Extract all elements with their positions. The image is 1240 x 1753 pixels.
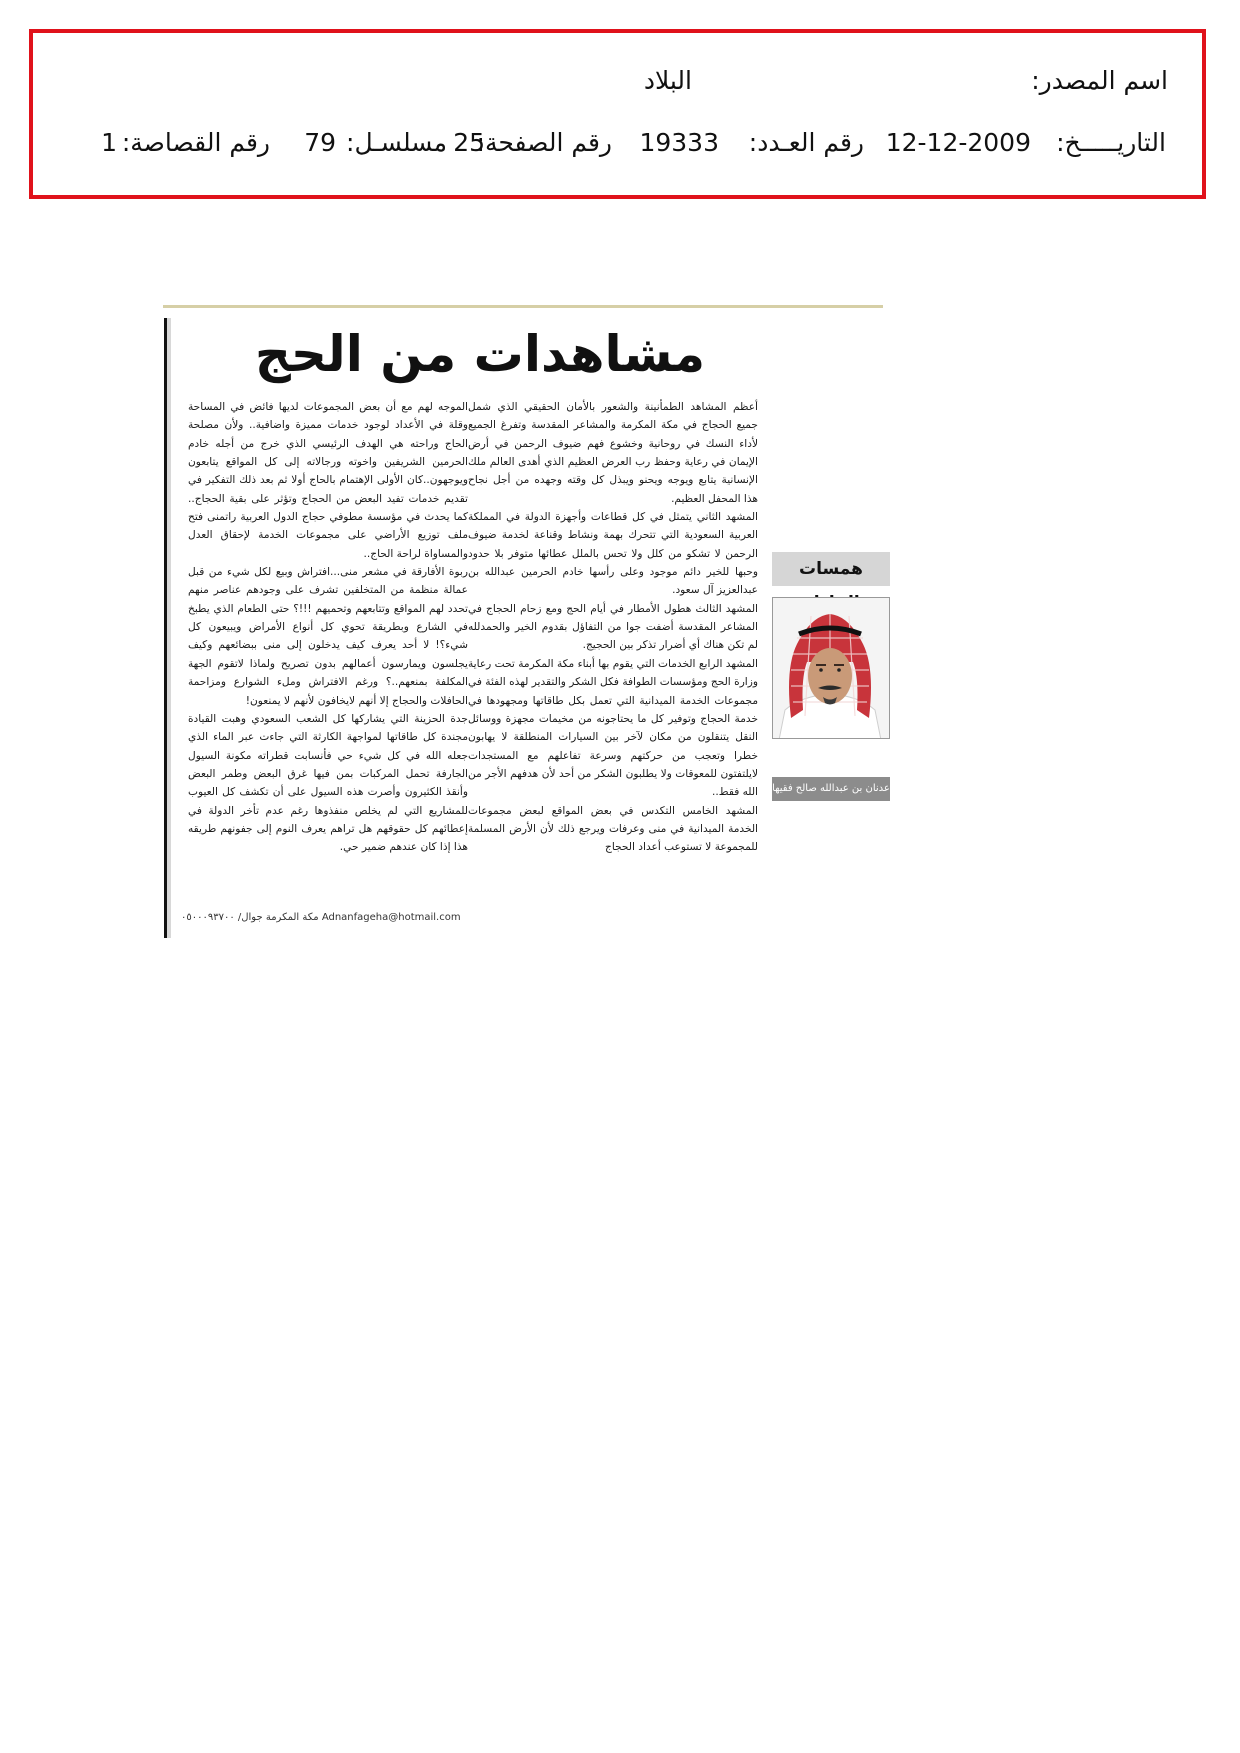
newspaper-clipping bbox=[155, 300, 890, 940]
source-row bbox=[33, 61, 1202, 101]
article-column-2 bbox=[188, 398, 468, 857]
clip-value: 1 bbox=[101, 128, 117, 157]
issue-value: 19333 bbox=[639, 128, 719, 157]
issue-label: رقم العـدد: bbox=[748, 128, 864, 157]
paragraph: الموجه لهم مع أن بعض المجموعات لديها فائض في المساحة وقلة في الأعداد لوجود خدمات مميزة واضافية.. ولأن مصلحة الحاج وراحته هي الهدف الرئيسي الذي خرج من أجله خادم الحرمين الشريفين واخوته ورجالاته إلى كل المواقع يتابعون ويوجهون..كان الأولى الإهتمام بالحاج أولا ثم بعد ذلك التفكير في تقديم خدمات تفيد البعض من الحجاج وتؤثر على بقية الحجاج.. كما يحدث في مؤسسة مطوفي حجاج الدول العربية راتمنى فتح ملف توزيع الأراضي على مجموعات الخدمة لإحقاق العدل والمساواة لراحة الحاج.. bbox=[188, 401, 468, 560]
source-value: البلاد bbox=[643, 66, 692, 95]
left-border-shadow bbox=[167, 318, 171, 938]
article-headline: مشاهدات من الحج bbox=[254, 325, 706, 383]
serial-value: 79 bbox=[304, 128, 336, 157]
column-title: همسات bbox=[772, 552, 890, 586]
page-label: رقم الصفحة: bbox=[476, 128, 612, 157]
paragraph: المشهد الرابع الخدمات التي يقوم بها أبناء مكة المكرمة تحت رعاية وزارة الحج ومؤسسات الطوافة فكل الشكر والتقدير لهذه الفئة في مجموعات الخدمة الميدانية التي تعمل بكل طاقاتها ومجهودها في خدمة الحجاج وتوفير كل ما يحتاجونه من مخيمات مجهزة ووسائل النقل يتنقلون من مكان لآخر بين السيارات المنطلقة لا يهابون خطرا وتعجب من حركتهم وسرعة تفاعلهم مع المستجدات لايلتفتون للمعوقات ولا يطلبون الشكر من أحد لأن هدفهم الأجر من الله فقط.. bbox=[468, 657, 758, 799]
author-name-tag: عدنان بن عبدالله صالح فقيها bbox=[772, 777, 890, 801]
source-info-box bbox=[29, 29, 1206, 199]
paragraph: المشهد الثالث هطول الأمطار في أيام الحج ومع زحام الحجاج في المشاعر المقدسة أضفت جوا من التفاؤل بقدوم الخير والحمدلله لم تكن هناك أي أضرار تذكر بين الحجيج. bbox=[468, 602, 758, 652]
top-divider bbox=[163, 305, 883, 308]
paragraph: المشهد الخامس التكدس في بعض المواقع لبعض مجموعات الخدمة الميدانية في منى وعرفات ويرجع ذلك لأن الأرض المسلمة للمجموعة لا تستوعب أعداد الحجاج bbox=[468, 804, 758, 854]
author-contact-footer: Adnanfageha@hotmail.com مكة المكرمة جوال/ ٠٥٠٠٠٩٣٧٠٠ bbox=[181, 912, 461, 923]
article-column-1 bbox=[468, 398, 758, 857]
source-label: اسم المصدر: bbox=[1031, 66, 1168, 95]
date-value: 12-12-2009 bbox=[885, 128, 1031, 157]
clip-label: رقم القصاصة: bbox=[121, 128, 270, 157]
paragraph: جدة الحزينة التي يشاركها كل الشعب السعودي وهبت القيادة مجندة كل طاقاتها لمواجهة الكارثة التي جاءت عبر الماء الذي جعله الله في كل شيء حي فأنسابت قطراته مكونة السيول الجارفة تحمل المركبات بمن فيها غرق البعض وطمر البعض وأنقذ الكثيرون وأصرت هذه السيول على أن تكشف كل العيوب للمشاريع التي لم يخلص منفذوها رغم عدم تأخر الدولة في إعطائهم كل حقوقهم هل تراهم يعرف النوم إلى جفونهم طريقه هذا إذا كان عندهم ضمير حي. bbox=[188, 712, 468, 854]
paragraph: أعظم المشاهد الطمأنينة والشعور بالأمان الحقيقي الذي شمل جميع الحجاج في مكة المكرمة والمشاعر المقدسة وتفرغ الجميع لأداء النسك في روحانية وخشوع فهم ضيوف الرحمن في أرض الإيمان في رعاية وحفظ رب العرض العظيم الذي أهدى العالم ملك الإنسانية يتابع ويوجه ويحنو ويبذل كل وقته وجهده من أجل نجاح هذا المحفل العظيم. bbox=[468, 401, 758, 505]
author-photo bbox=[772, 597, 890, 739]
details-row bbox=[33, 123, 1202, 163]
author-portrait-icon bbox=[772, 598, 889, 739]
paragraph: المشهد الثاني يتمثل في كل قطاعات وأجهزة الدولة في المملكة العربية السعودية التي تتحرك بهمة ونشاط وقناعة لخدمة ضيوف الرحمن لا تشكو من كلل ولا تحس بالملل عطائها متوفر بلا حدود وحبها للخير دائم موجود وعلى رأسها خادم الحرمين عبدالله بن عبدالعزيز آل سعود. bbox=[468, 511, 758, 597]
serial-label: مسلسـل: bbox=[346, 128, 447, 157]
page-value: 25 bbox=[453, 128, 485, 157]
date-label: التاريـــــخ: bbox=[1056, 128, 1166, 157]
paragraph: ربوة الأفارقة في مشعر منى...افتراش وبيع لكل شيء من قبل عمالة منظمة من المتخلفين تشرف على وجودهم عناصر منهم تحدد لهم المواقع وتتابعهم وتحميهم !!!؟ حتى الطعام الذي يطبخ في الشارع وبطريقة تحوي كل أنواع الأمراض ويبيعون كل شيء؟! لا أحد يعرف كيف يدخلون إلى منى ببضائعهم وكيف يجلسون ويمارسون أعمالهم بدون تصريح ولماذا لاتقوم الجهة المكلفة بمنعهم..؟ ورغم الافتراش وملء الشوارع ومزاحمة الحافلات والحجاج إلا أنهم لايخافون لأنهم لا يمنعون! bbox=[188, 566, 468, 707]
